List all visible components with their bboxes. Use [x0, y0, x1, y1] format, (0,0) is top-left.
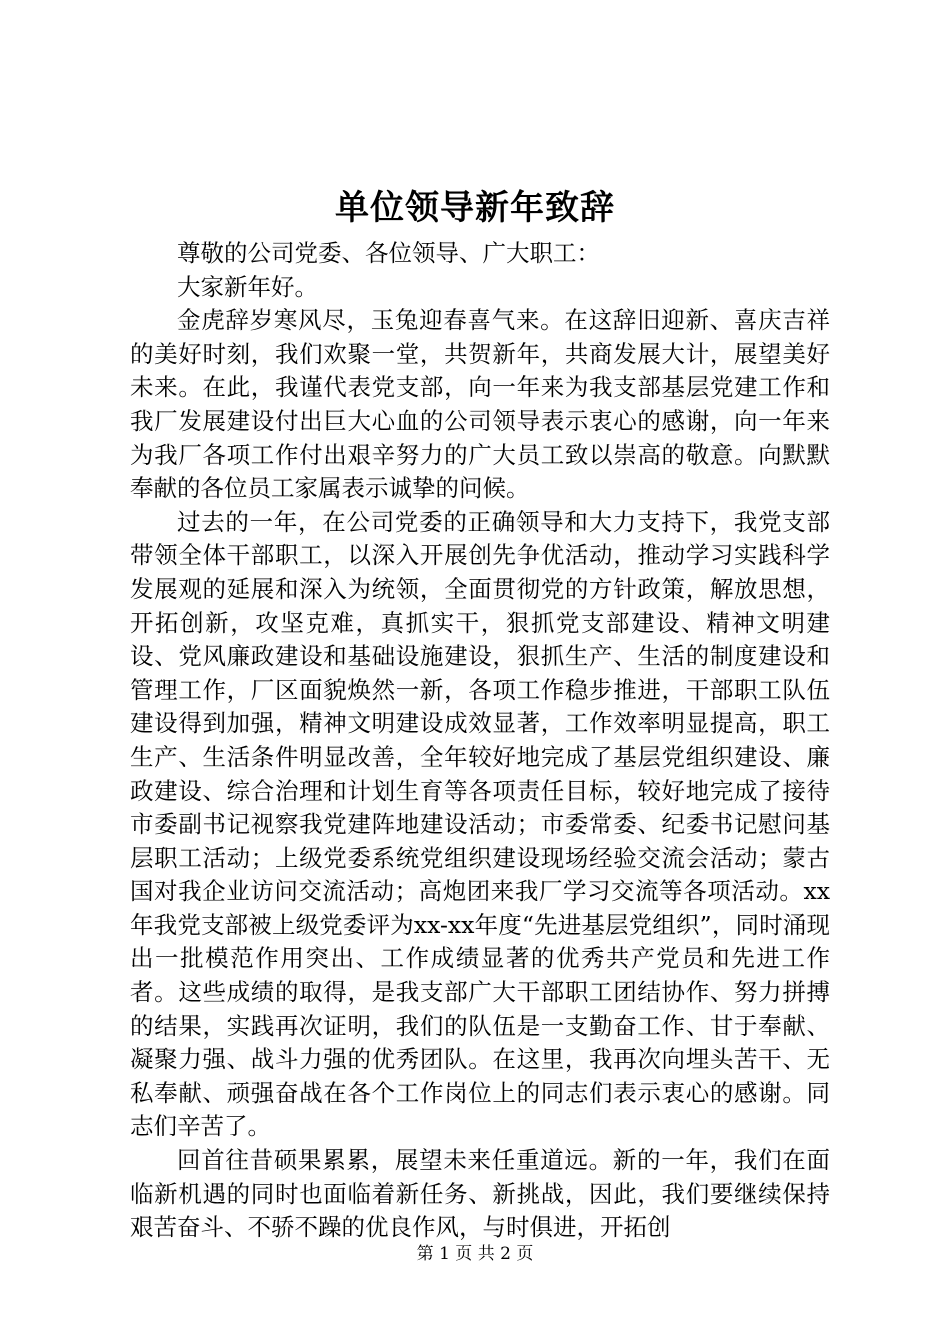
- salutation-paragraph: 尊敬的公司党委、各位领导、广大职工：: [177, 239, 600, 267]
- greeting-paragraph: 大家新年好。: [177, 272, 318, 301]
- body-paragraph-2: 过去的一年，在公司党委的正确领导和大力支持下，我党支部带领全体干部职工，以深入开展创先争优活动，推动学习实践科学发展观的延展和深入为统领，全面贯彻党的方针政策，解放思想，开拓创新，攻坚克难，真抓实干，狠抓党支部建设、精神文明建设、党风廉政建设和基础设施建设，狠抓生产、生活的制度建设和管理工作，厂区面貌焕然一新，各项工作稳步推进，干部职工队伍建设得到加强，精神文明建设成效显著，工作效率明显提高，职工生产、生活条件明显改善，全年较好地完成了基层党组织建设、廉政建设、综合治理和计划生育等各项责任目标，较好地完成了接待市委副书记视察我党建阵地建设活动；市委常委、纪委书记慰问基层职工活动；上级党委系统党组织建设现场经验交流会活动；蒙古国对我企业访问交流活动；高炮团来我厂学习交流等各项活动。xx年我党支部被上级党委评为xx-xx年度“先进基层党组织”，同时涌现出一批模范作用突出、工作成绩显著的优秀共产党员和先进工作者。这些成绩的取得，是我支部广大干部职工团结协作、努力拼搏的结果，实践再次证明，我们的队伍是一支勤奋工作、甘于奉献、凝聚力强、战斗力强的优秀团队。在这里，我再次向埋头苦干、无私奉献、顽强奋战在各个工作岗位上的同志们表示衷心的感谢。同志们辛苦了。: [130, 507, 830, 1141]
- document-body: [130, 237, 830, 1245]
- page-number-footer: 第 1 页 共 2 页: [416, 1244, 534, 1264]
- body-paragraph-1: 金虎辞岁寒风尽，玉兔迎春喜气来。在这辞旧迎新、喜庆吉祥的美好时刻，我们欢聚一堂，共贺新年，共商发展大计，展望美好未来。在此，我谨代表党支部，向一年来为我支部基层党建工作和我厂发展建设付出巨大心血的公司领导表示衷心的感谢，向一年来为我厂各项工作付出艰辛努力的广大员工致以崇高的敬意。向默默奉献的各位员工家属表示诚挚的问候。: [130, 306, 830, 503]
- document-title: 单位领导新年致辞: [335, 188, 615, 228]
- body-paragraph-3: 回首往昔硕果累累，展望未来任重道远。新的一年，我们在面临新机遇的同时也面临着新任务、新挑战，因此，我们要继续保持艰苦奋斗、不骄不躁的优良作风，与时俱进，开拓创: [130, 1146, 830, 1242]
